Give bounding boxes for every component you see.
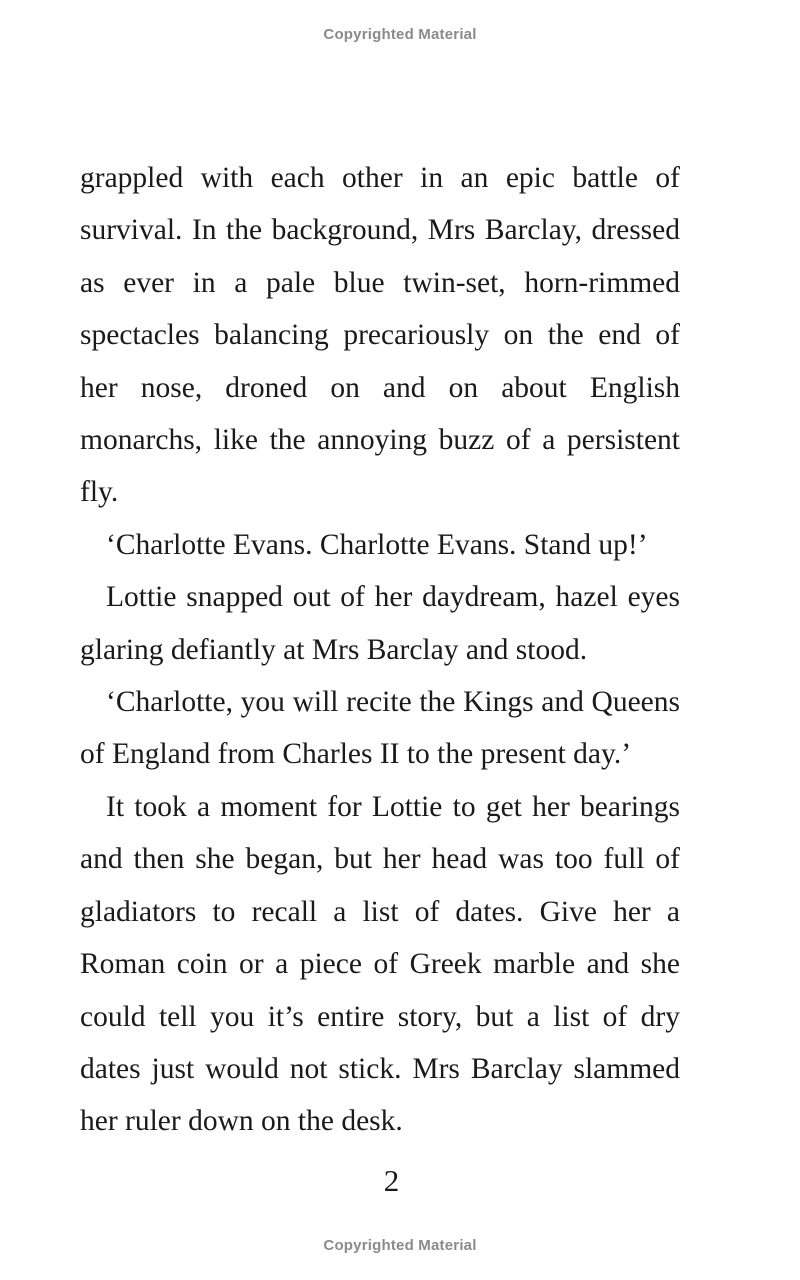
paragraph-dialogue-stand-up: ‘Charlotte Evans. Charlotte Evans. Stand up!’: [106, 528, 648, 561]
copyright-watermark-top: Copyrighted Material: [323, 26, 477, 43]
paragraph-bearings: It took a moment for Lottie to get her bearings and then she began, but her head was too full of gladiators to recall a list of dates. Give her a Roman coin or a piece of Greek marble and she could tell you it’s entire story, but a list of dry dates just would not stick. Mrs Barclay slammed her ruler down on the desk.: [80, 790, 680, 1138]
page-number: 2: [383, 1163, 400, 1198]
body-text: [80, 152, 680, 1148]
copyright-watermark-bottom: Copyrighted Material: [323, 1237, 477, 1254]
paragraph-dialogue-recite: ‘Charlotte, you will recite the Kings and Queens of England from Charles II to the present day.’: [80, 686, 680, 771]
paragraph-continuation: grappled with each other in an epic battle of survival. In the background, Mrs Barclay, dressed as ever in a pale blue twin-set, horn-rimmed spectacles balancing precariously on the end of her nose, droned on and on about English monarchs, like the annoying buzz of a persistent fly.: [80, 162, 680, 509]
paragraph-lottie-snapped: Lottie snapped out of her daydream, hazel eyes glaring defiantly at Mrs Barclay and stood.: [80, 581, 680, 666]
